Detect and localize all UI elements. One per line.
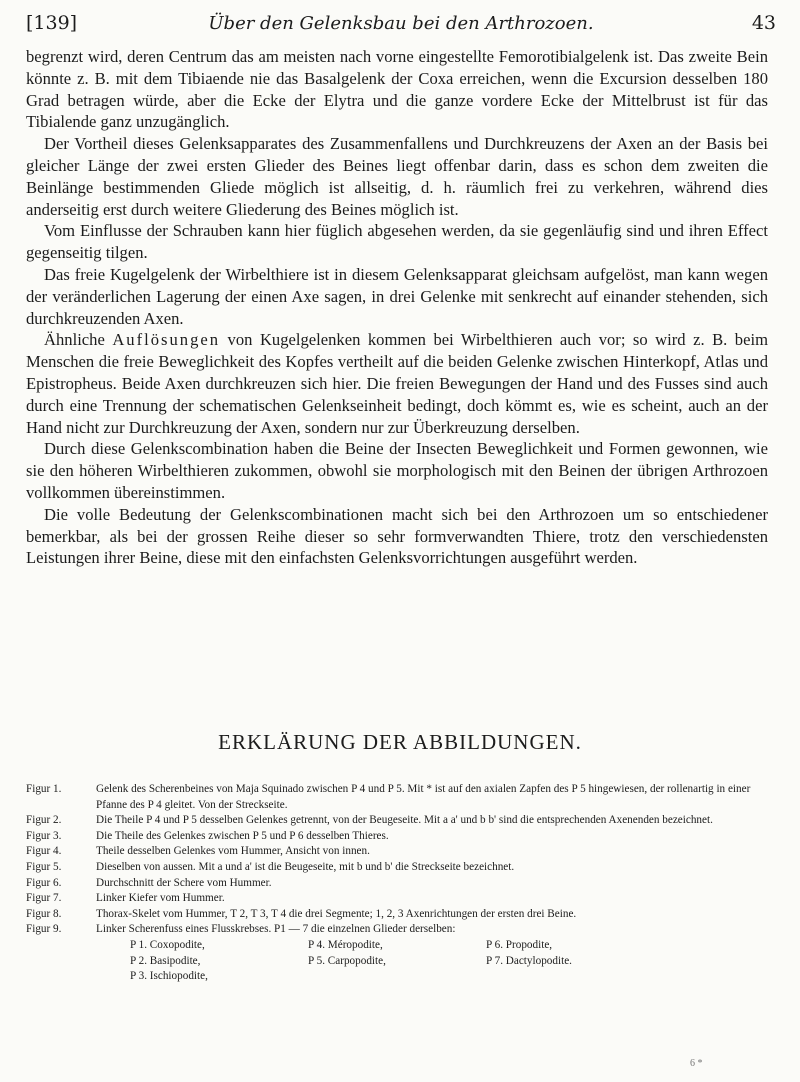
- part-item: P 2. Basipodite,: [130, 954, 201, 967]
- section-heading: ERKLÄRUNG DER ABBILDUNGEN.: [218, 730, 582, 754]
- spaced-term: Auflösungen: [112, 330, 221, 350]
- figure-text: Linker Kiefer vom Hummer.: [96, 892, 225, 905]
- figure-entry: [26, 860, 772, 876]
- paragraph: begrenzt wird, deren Centrum das am meisten nach vorne eingestellte Femorotibialgelenk ist. Das zweite Bein könnte z. B. mit dem Tibiaende nie das Basalgelenk der Coxa erreichen, wenn die Excursion desselben 180 Grad betragen würde, aber die Ecke der Elytra und die ganze vordere Ecke der Mittelbrust ist für das Tibialende ganz unzugänglich.: [26, 47, 768, 132]
- figure-entry: [26, 891, 772, 907]
- part-item: P 3. Ischiopodite,: [130, 970, 208, 983]
- figure-text: Thorax-Skelet vom Hummer, T 2, T 3, T 4 die drei Segmente; 1, 2, 3 Axenrichtungen der ersten drei Beine.: [96, 907, 577, 920]
- paragraph: [26, 329, 768, 438]
- part-item: P 5. Carpopodite,: [308, 954, 386, 967]
- figure-text: Linker Scherenfuss eines Flusskrebses. P1 — 7 die einzelnen Glieder derselben:: [96, 923, 456, 936]
- paragraph-lead: Ähnliche: [44, 330, 113, 350]
- paragraph: Die volle Bedeutung der Gelenkscombinationen macht sich bei den Arthrozoen um so entschiedener bemerkbar, als bei der grossen Reihe dieser so sehr formverwandten Thiere, trotz den verschiedensten Leistungen ihrer Beine, diese mit den einfachsten Gelenksvorrichtungen ausgeführt werden.: [26, 504, 768, 568]
- bracket-page-number: [139]: [26, 12, 78, 34]
- figure-explanations: [26, 782, 772, 985]
- figure-text: Die Theile des Gelenkes zwischen P 5 und P 6 desselben Thieres.: [96, 829, 389, 842]
- figure-text: Die Theile P 4 und P 5 desselben Gelenkes getrennt, von der Beugeseite. Mit a a' und b b' sind die entsprechenden Axenenden bezeichnet.: [96, 814, 713, 827]
- figure-entry: [26, 813, 772, 829]
- figure-text: Dieselben von aussen. Mit a und a' ist die Beugeseite, mit b und b' die Streckseite bezeichnet.: [96, 860, 515, 873]
- figure-entry: [26, 844, 772, 860]
- part-item: P 6. Propodite,: [486, 938, 553, 951]
- page-number: 43: [751, 12, 776, 34]
- part-item: P 1. Coxopodite,: [130, 938, 205, 951]
- figure-entry: [26, 907, 772, 923]
- figure-entry: [26, 922, 772, 938]
- part-list: [130, 938, 772, 985]
- part-item: P 7. Dactylopodite.: [486, 954, 572, 967]
- figure-label: Figur 9.: [26, 923, 62, 936]
- figure-entry: [26, 876, 772, 892]
- running-title: Über den Gelenksbau bei den Arthrozoen.: [208, 13, 594, 34]
- figure-label: Figur 5.: [26, 860, 62, 873]
- figure-label: Figur 6.: [26, 876, 62, 889]
- figure-text: Gelenk des Scherenbeines von Maja Squinado zwischen P 4 und P 5. Mit * ist auf den axialen Zapfen des P 5 hingewiesen, der rollenartig in einer Pfanne des P 4 gleitet. Von der Streckseite.: [96, 783, 751, 811]
- paragraph: Das freie Kugelgelenk der Wirbelthiere ist in diesem Gelenksapparat gleichsam aufgelöst, man kann wegen der veränderlichen Lagerung der einen Axe sagen, in drei Gelenke mit senkrecht auf einander stehenden, sich durchkreuzenden Axen.: [26, 264, 768, 328]
- figure-entry: [26, 782, 772, 813]
- figure-label: Figur 4.: [26, 845, 62, 858]
- paragraph: Durch diese Gelenkscombination haben die Beine der Insecten Beweglichkeit und Formen gewonnen, wie sie den höheren Wirbelthieren zukommen, obwohl sie morphologisch mit den Beinen der übrigen Arthrozoen vollkommen übereinstimmen.: [26, 439, 768, 502]
- figure-text: Durchschnitt der Schere vom Hummer.: [96, 876, 272, 889]
- paragraph: Der Vortheil dieses Gelenksapparates des Zusammenfallens und Durchkreuzens der Axen an der Basis bei gleicher Länge der zwei ersten Glieder des Beines liegt offenbar darin, dass es schon dem zweiten die Beinlänge bestimmenden Gliede möglich ist allseitig, d. h. räumlich frei zu verkehren, während dies anderseitig erst durch weitere Gliederung des Beines möglich ist.: [26, 134, 768, 219]
- body-text: [26, 46, 768, 569]
- running-header: [26, 12, 776, 38]
- paragraph: Vom Einflusse der Schrauben kann hier füglich abgesehen werden, da sie gegenläufig sind und ihren Effect gegenseitig tilgen.: [26, 221, 768, 263]
- part-item: P 4. Méropodite,: [308, 938, 383, 951]
- printer-signature: 6 *: [690, 1058, 703, 1069]
- figure-label: Figur 2.: [26, 814, 62, 827]
- figure-label: Figur 8.: [26, 907, 62, 920]
- figure-label: Figur 7.: [26, 892, 62, 905]
- figure-text: Theile desselben Gelenkes vom Hummer, Ansicht von innen.: [96, 845, 370, 858]
- figure-label: Figur 3.: [26, 829, 62, 842]
- paragraph-rest: von Kugelgelenken kommen bei Wirbelthieren auch vor; so wird z. B. beim Menschen die freie Beweglichkeit des Kopfes vertheilt auf die beiden Gelenke zwischen Hinterkopf, Atlas und Epistropheus. Beide Axen durchkreuzen sich hier. Die freien Bewegungen der Hand und des Fusses sind auch durch eine Trennung der schematischen Gelenkseinheit bedingt, doch kömmt es, wie es scheint, auch an der Hand nicht zur Durchkreuzung der Axen, sondern nur zur Überkreuzung derselben.: [26, 330, 768, 437]
- figure-entry: [26, 829, 772, 845]
- figure-label: Figur 1.: [26, 783, 62, 795]
